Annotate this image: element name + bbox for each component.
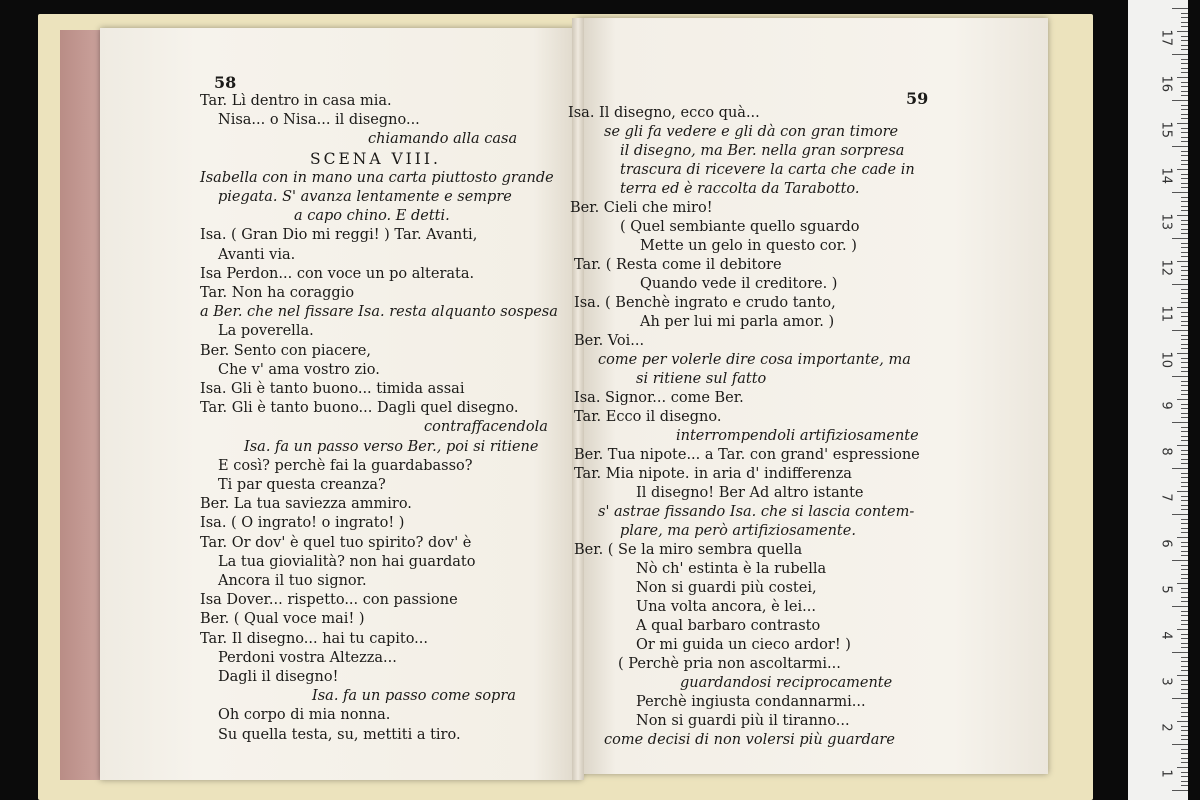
text-line: Tar. ( Resta come il debitore	[574, 257, 782, 273]
ruler-tick	[1181, 201, 1188, 202]
ruler-tick	[1181, 758, 1188, 759]
ruler-label: 3	[1158, 677, 1174, 686]
ruler-tick	[1181, 440, 1188, 441]
ruler-tick	[1181, 390, 1188, 391]
ruler-tick	[1181, 302, 1188, 303]
ruler-tick	[1181, 325, 1188, 326]
ruler-tick	[1181, 151, 1188, 152]
ruler-tick	[1181, 459, 1188, 460]
ruler-tick	[1181, 293, 1188, 294]
text-line: come per volerle dire cosa importante, ma	[598, 352, 911, 368]
ruler-tick	[1181, 68, 1188, 69]
ruler-tick	[1181, 247, 1188, 248]
ruler-tick	[1181, 270, 1188, 271]
ruler-label: 2	[1158, 723, 1174, 732]
text-line: Isa. ( Gran Dio mi reggi! ) Tar. Avanti,	[200, 227, 478, 244]
text-line: Ber. ( Qual voce mai! )	[200, 611, 365, 628]
ruler-tick	[1181, 615, 1188, 616]
ruler-tick	[1177, 767, 1188, 768]
ruler-tick	[1172, 422, 1188, 423]
text-line: Oh corpo di mia nonna.	[218, 707, 391, 724]
ruler-tick	[1181, 132, 1188, 133]
ruler-tick	[1181, 17, 1188, 18]
ruler-tick	[1181, 243, 1188, 244]
ruler-tick	[1177, 261, 1188, 262]
text-line: Isa. Signor... come Ber.	[574, 390, 744, 406]
text-line: Isa. ( O ingrato! o ingrato! )	[200, 515, 405, 532]
ruler-tick	[1181, 500, 1188, 501]
ruler-tick	[1172, 698, 1188, 699]
right-page-number: 59	[906, 89, 929, 108]
ruler-tick	[1181, 482, 1188, 483]
ruler-label: 17	[1158, 29, 1174, 47]
text-line: Isa. Il disegno, ecco quà...	[568, 105, 760, 121]
ruler-tick	[1181, 220, 1188, 221]
text-line: Che v' ama vostro zio.	[218, 361, 380, 378]
ruler-tick	[1172, 284, 1188, 285]
text-line: interrompendoli artifiziosamente	[676, 428, 919, 444]
ruler-tick	[1172, 560, 1188, 561]
ruler-tick	[1181, 22, 1188, 23]
ruler-tick	[1172, 468, 1188, 469]
ruler-tick	[1177, 399, 1188, 400]
ruler-tick	[1181, 670, 1188, 671]
text-line: E così? perchè fai la guardabasso?	[218, 457, 473, 474]
ruler-tick	[1181, 105, 1188, 106]
text-line: Tar. Il disegno... hai tu capito...	[200, 630, 429, 647]
text-line: Il disegno! Ber Ad altro istante	[636, 485, 864, 501]
ruler-tick	[1181, 749, 1188, 750]
left-page-number: 58	[214, 73, 237, 92]
ruler-label: 4	[1158, 631, 1174, 640]
ruler-tick	[1181, 707, 1188, 708]
text-line: Non si guardi più il tiranno...	[636, 713, 850, 729]
ruler-tick	[1181, 661, 1188, 662]
ruler-label: 7	[1158, 493, 1174, 502]
text-line: piegata. S' avanza lentamente e sempre	[218, 189, 512, 205]
ruler-tick	[1181, 730, 1188, 731]
ruler-tick	[1181, 321, 1188, 322]
ruler-tick	[1181, 206, 1188, 207]
text-line: Ti par questa creanza?	[218, 477, 386, 493]
text-line: ( Quel sembiante quello sguardo	[620, 219, 860, 235]
ruler-tick	[1181, 505, 1188, 506]
ruler-tick	[1181, 256, 1188, 257]
ruler-tick	[1181, 519, 1188, 520]
text-line: Su quella testa, su, mettiti a tiro.	[218, 726, 461, 743]
text-line: Una volta ancora, è lei...	[636, 599, 816, 615]
ruler-tick	[1181, 252, 1188, 253]
ruler-tick	[1181, 155, 1188, 156]
text-line: La tua giovialità? non hai guardato	[218, 553, 476, 570]
ruler-tick	[1181, 348, 1188, 349]
ruler-tick	[1181, 381, 1188, 382]
ruler-tick	[1177, 123, 1188, 124]
text-line: a Ber. che nel fissare Isa. resta alquanto sospesa	[200, 304, 558, 321]
ruler-tick	[1181, 26, 1188, 27]
ruler-tick	[1177, 721, 1188, 722]
ruler-tick	[1181, 643, 1188, 644]
ruler-tick	[1172, 744, 1188, 745]
text-line: Isa Dover... rispetto... con passione	[200, 592, 458, 609]
ruler-tick	[1181, 436, 1188, 437]
ruler-tick	[1177, 537, 1188, 538]
text-line: Tar. Gli è tanto buono... Dagli quel disegno.	[200, 400, 519, 417]
text-line: Perdoni vostra Altezza...	[218, 649, 397, 666]
ruler-tick	[1181, 187, 1188, 188]
ruler-label: 8	[1158, 447, 1174, 456]
ruler-tick	[1181, 413, 1188, 414]
ruler-tick	[1181, 233, 1188, 234]
ruler-tick	[1181, 680, 1188, 681]
ruler-tick	[1181, 367, 1188, 368]
ruler-tick	[1172, 238, 1188, 239]
ruler-tick	[1177, 353, 1188, 354]
ruler-tick	[1181, 776, 1188, 777]
ruler-tick	[1181, 394, 1188, 395]
ruler-tick	[1181, 689, 1188, 690]
ruler-tick	[1181, 624, 1188, 625]
ruler-tick	[1181, 454, 1188, 455]
ruler-tick	[1181, 684, 1188, 685]
text-line: Nò ch' estinta è la rubella	[636, 561, 827, 577]
ruler-tick	[1181, 404, 1188, 405]
ruler-tick	[1181, 523, 1188, 524]
ruler-tick	[1181, 358, 1188, 359]
text-line: Ancora il tuo signor.	[218, 573, 367, 589]
ruler-tick	[1181, 693, 1188, 694]
text-line: Ber. La tua saviezza ammiro.	[200, 496, 412, 513]
text-line: contraffacendola	[424, 419, 548, 436]
ruler-tick	[1181, 13, 1188, 14]
ruler-tick	[1181, 72, 1188, 73]
ruler-tick	[1181, 528, 1188, 529]
ruler-tick	[1172, 146, 1188, 147]
ruler-tick	[1181, 82, 1188, 83]
ruler-tick	[1181, 532, 1188, 533]
ruler-label: 12	[1158, 259, 1174, 277]
ruler-tick	[1172, 330, 1188, 331]
ruler-tick	[1181, 371, 1188, 372]
text-line: si ritiene sul fatto	[636, 371, 767, 387]
ruler-tick	[1181, 473, 1188, 474]
ruler-tick	[1181, 210, 1188, 211]
ruler-tick	[1172, 100, 1188, 101]
text-line: Ber. Sento con piacere,	[200, 342, 371, 359]
text-line: Quando vede il creditore. )	[640, 276, 838, 292]
ruler-tick	[1181, 703, 1188, 704]
ruler-label: 6	[1158, 539, 1174, 548]
ruler-tick	[1181, 183, 1188, 184]
ruler-tick	[1181, 716, 1188, 717]
ruler-tick	[1181, 49, 1188, 50]
text-line: Ah per lui mi parla amor. )	[640, 314, 835, 330]
ruler-tick	[1181, 555, 1188, 556]
ruler-tick	[1181, 275, 1188, 276]
ruler-tick	[1181, 496, 1188, 497]
ruler-tick	[1172, 376, 1188, 377]
ruler-tick	[1181, 712, 1188, 713]
ruler-tick	[1181, 620, 1188, 621]
text-line: plare, ma però artifiziosamente.	[620, 523, 856, 539]
text-line: Isabella con in mano una carta piuttosto grande	[200, 169, 554, 186]
text-line: Non si guardi più costei,	[636, 580, 817, 596]
text-line: trascura di ricevere la carta che cade in	[620, 162, 915, 178]
text-line: se gli fa vedere e gli dà con gran timore	[604, 124, 899, 140]
ruler-tick	[1172, 790, 1188, 791]
ruler-tick	[1181, 289, 1188, 290]
text-line: s' astrae fissando Isa. che si lascia contem-	[598, 504, 915, 520]
ruler-label: 5	[1158, 585, 1174, 594]
text-line: Ber. Voi...	[574, 333, 645, 349]
ruler-tick	[1177, 583, 1188, 584]
ruler-tick	[1181, 335, 1188, 336]
text-line: come decisi di non volersi più guardare	[604, 732, 895, 748]
ruler-tick	[1181, 657, 1188, 658]
ruler-label: 16	[1158, 75, 1174, 93]
ruler-tick	[1181, 647, 1188, 648]
ruler-label: 9	[1158, 401, 1174, 410]
ruler-tick	[1177, 169, 1188, 170]
ruler-tick	[1181, 450, 1188, 451]
text-line: Tar. Ecco il disegno.	[574, 409, 722, 425]
ruler-tick	[1181, 753, 1188, 754]
ruler-tick	[1181, 298, 1188, 299]
ruler-tick	[1181, 666, 1188, 667]
ruler-tick	[1181, 174, 1188, 175]
text-line: Isa. ( Benchè ingrato e crudo tanto,	[574, 295, 836, 311]
ruler-tick	[1181, 601, 1188, 602]
ruler-tick	[1181, 578, 1188, 579]
ruler-label: 11	[1158, 305, 1174, 323]
ruler-tick	[1181, 781, 1188, 782]
measuring-ruler	[1128, 0, 1188, 800]
text-line: a capo chino. E detti.	[294, 208, 450, 225]
ruler-tick	[1181, 408, 1188, 409]
ruler-tick	[1177, 445, 1188, 446]
text-line: Isa Perdon... con voce un po alterata.	[200, 265, 475, 282]
text-line: Perchè ingiusta condannarmi...	[636, 694, 866, 710]
ruler-label: 10	[1158, 351, 1174, 369]
ruler-tick	[1181, 137, 1188, 138]
ruler-label: 15	[1158, 121, 1174, 139]
ruler-tick	[1181, 118, 1188, 119]
ruler-tick	[1181, 63, 1188, 64]
ruler-tick	[1181, 546, 1188, 547]
ruler-tick	[1177, 675, 1188, 676]
text-line: Dagli il disegno!	[218, 669, 339, 685]
ruler-tick	[1181, 592, 1188, 593]
ruler-tick	[1181, 279, 1188, 280]
text-line: Avanti via.	[218, 246, 296, 263]
ruler-tick	[1181, 569, 1188, 570]
ruler-tick	[1181, 362, 1188, 363]
text-line: ( Perchè pria non ascoltarmi...	[618, 656, 841, 672]
ruler-tick	[1181, 486, 1188, 487]
ruler-tick	[1181, 739, 1188, 740]
ruler-tick	[1181, 477, 1188, 478]
ruler-tick	[1181, 40, 1188, 41]
ruler-tick	[1181, 634, 1188, 635]
ruler-tick	[1181, 417, 1188, 418]
text-line: Ber. ( Se la miro sembra quella	[574, 542, 803, 558]
ruler-tick	[1181, 95, 1188, 96]
ruler-tick	[1181, 197, 1188, 198]
ruler-label: 1	[1158, 769, 1174, 778]
ruler-tick	[1181, 551, 1188, 552]
ruler-tick	[1181, 114, 1188, 115]
ruler-tick	[1181, 109, 1188, 110]
ruler-tick	[1181, 762, 1188, 763]
text-line: La poverella.	[218, 323, 314, 340]
ruler-tick	[1181, 427, 1188, 428]
ruler-label: 13	[1158, 213, 1174, 231]
ruler-tick	[1181, 160, 1188, 161]
ruler-tick	[1172, 8, 1188, 9]
text-line: Isa. Gli è tanto buono... timida assai	[200, 381, 465, 397]
ruler-tick	[1177, 77, 1188, 78]
text-line: il disegno, ma Ber. nella gran sorpresa	[620, 143, 905, 159]
ruler-tick	[1181, 565, 1188, 566]
ruler-tick	[1181, 638, 1188, 639]
ruler-tick	[1181, 785, 1188, 786]
ruler-tick	[1181, 91, 1188, 92]
ruler-tick	[1181, 339, 1188, 340]
ruler-tick	[1181, 316, 1188, 317]
ruler-tick	[1181, 86, 1188, 87]
ruler-tick	[1181, 574, 1188, 575]
ruler-tick	[1181, 141, 1188, 142]
text-line: Ber. Cieli che miro!	[570, 200, 713, 216]
ruler-tick	[1181, 542, 1188, 543]
ruler-tick	[1181, 178, 1188, 179]
ruler-tick	[1181, 726, 1188, 727]
ruler-tick	[1181, 229, 1188, 230]
ruler-tick	[1181, 266, 1188, 267]
ruler-tick	[1181, 597, 1188, 598]
ruler-tick	[1181, 164, 1188, 165]
ruler-tick	[1177, 307, 1188, 308]
ruler-tick	[1181, 385, 1188, 386]
text-line: Tar. Lì dentro in casa mia.	[200, 93, 392, 109]
ruler-tick	[1181, 312, 1188, 313]
ruler-tick	[1181, 588, 1188, 589]
ruler-tick	[1172, 514, 1188, 515]
text-line: Tar. Non ha coraggio	[200, 285, 355, 301]
ruler-tick	[1181, 45, 1188, 46]
text-line: Or mi guida un cieco ardor! )	[636, 637, 851, 653]
text-line: terra ed è raccolta da Tarabotto.	[620, 181, 860, 197]
ruler-tick	[1181, 224, 1188, 225]
text-line: A qual barbaro contrasto	[636, 618, 821, 634]
ruler-tick	[1172, 54, 1188, 55]
ruler-tick	[1181, 611, 1188, 612]
ruler-tick	[1172, 192, 1188, 193]
ruler-tick	[1181, 772, 1188, 773]
ruler-tick	[1177, 491, 1188, 492]
ruler-tick	[1181, 344, 1188, 345]
ruler-tick	[1181, 59, 1188, 60]
text-line: Isa. fa un passo verso Ber., poi si ritiene	[244, 438, 539, 455]
ruler-tick	[1181, 463, 1188, 464]
text-line: guardandosi reciprocamente	[680, 675, 893, 691]
ruler-tick	[1181, 735, 1188, 736]
ruler-tick	[1172, 652, 1188, 653]
ruler-tick	[1177, 629, 1188, 630]
ruler-tick	[1177, 215, 1188, 216]
ruler-tick	[1181, 36, 1188, 37]
text-line: Tar. Or dov' è quel tuo spirito? dov' è	[200, 534, 472, 551]
ruler-tick	[1181, 509, 1188, 510]
ruler-label: 14	[1158, 167, 1174, 185]
text-line: Nisa... o Nisa... il disegno...	[218, 112, 420, 129]
ruler-tick	[1181, 128, 1188, 129]
ruler-tick	[1181, 431, 1188, 432]
text-line: Isa. fa un passo come sopra	[312, 688, 516, 705]
text-line: chiamando alla casa	[368, 131, 518, 148]
ruler-tick	[1177, 31, 1188, 32]
text-line: Ber. Tua nipote... a Tar. con grand' espressione	[574, 447, 920, 463]
text-line: Mette un gelo in questo cor. )	[640, 238, 857, 254]
text-line: SCENA VIII.	[310, 149, 441, 168]
text-line: Tar. Mia nipote. in aria d' indifferenza	[574, 466, 852, 482]
ruler-tick	[1172, 606, 1188, 607]
